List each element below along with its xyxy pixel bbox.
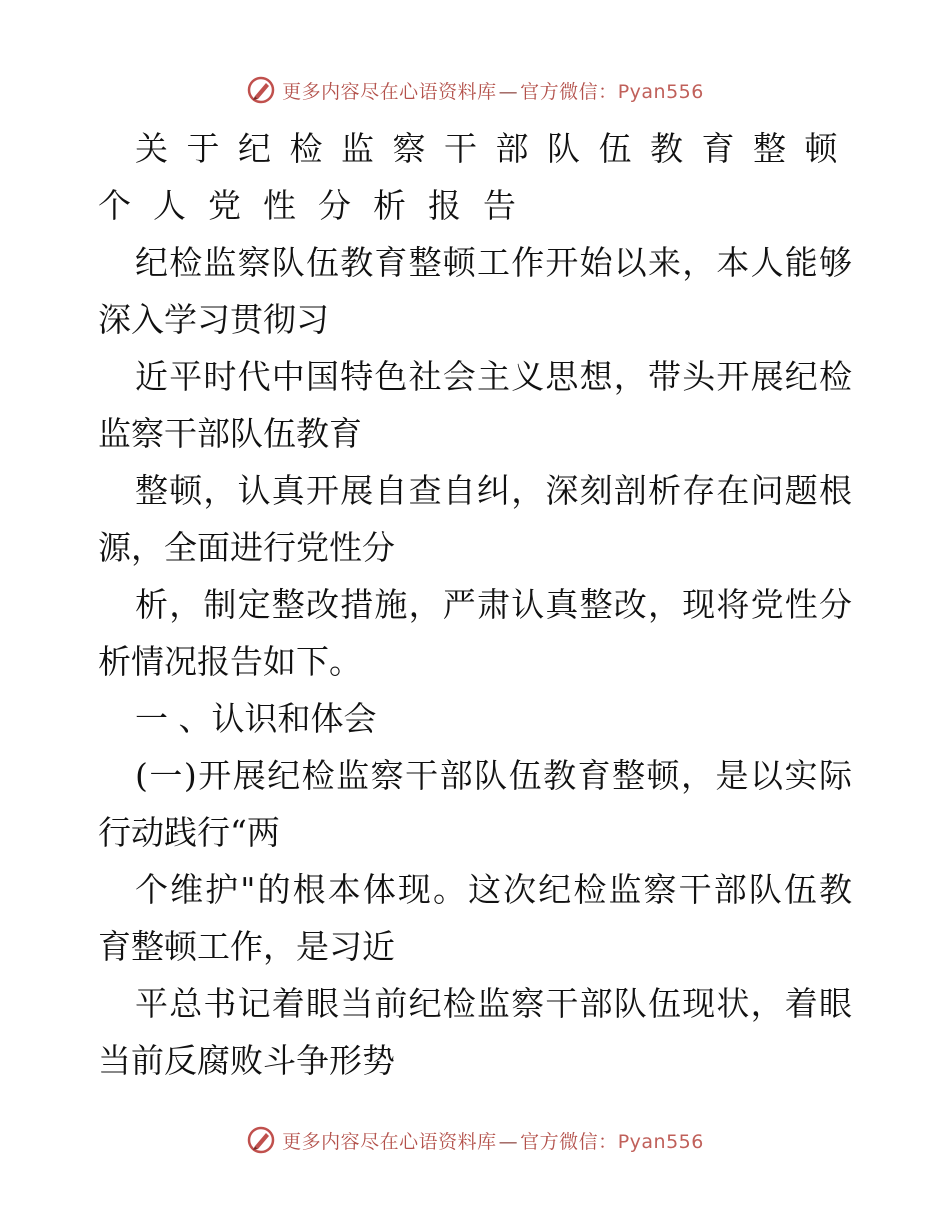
watermark-dash: —: [498, 80, 519, 103]
pen-logo-icon: [246, 1125, 276, 1155]
watermark-dash: —: [498, 1130, 519, 1153]
paragraph-line: (一)开展纪检监察干部队伍教育整顿，是以实际: [135, 756, 852, 795]
paragraph-line: 整顿，认真开展自查自纠，深刻剖析存在问题根: [135, 471, 852, 510]
paragraph-line: 深入学习贯彻习: [98, 300, 329, 339]
paragraph-line: 析情况报告如下。: [98, 642, 362, 681]
watermark-label: 官方微信：: [520, 1130, 618, 1153]
paragraph-line: 纪检监察队伍教育整顿工作开始以来，本人能够: [135, 243, 852, 282]
watermark-text: [282, 77, 704, 104]
paragraph-line: 行动践行“两: [98, 813, 280, 852]
header-watermark: [0, 70, 950, 110]
watermark-label: 官方微信：: [520, 80, 618, 103]
pen-logo-icon: [246, 75, 276, 105]
watermark-wechat-id: Pyan556: [617, 80, 704, 103]
paragraph-line: 析，制定整改措施，严肃认真整改，现将党性分: [135, 585, 852, 624]
watermark-brand: 更多内容尽在心语资料库: [282, 1130, 497, 1153]
section-heading: 一 、认识和体会: [135, 699, 377, 738]
paragraph-line: 源，全面进行党性分: [98, 528, 395, 567]
document-title-line-1: 关于纪检监察干部队伍教育整顿: [135, 129, 856, 168]
footer-watermark: [0, 1120, 950, 1160]
paragraph-line: 育整顿工作，是习近: [98, 927, 395, 966]
document-body: [98, 120, 856, 1089]
paragraph-line: 个维护"的根本体现。这次纪检监察干部队伍教: [135, 870, 852, 909]
paragraph-line: 当前反腐败斗争形势: [98, 1041, 395, 1080]
paragraph-line: 近平时代中国特色社会主义思想，带头开展纪检: [135, 357, 852, 396]
paragraph-line: 平总书记着眼当前纪检监察干部队伍现状，着眼: [135, 984, 852, 1023]
watermark-text: [282, 1127, 704, 1154]
watermark-wechat-id: Pyan556: [617, 1130, 704, 1153]
document-title-line-2: 个人党性分析报告: [98, 186, 538, 225]
watermark-brand: 更多内容尽在心语资料库: [282, 80, 497, 103]
paragraph-line: 监察干部队伍教育: [98, 414, 362, 453]
